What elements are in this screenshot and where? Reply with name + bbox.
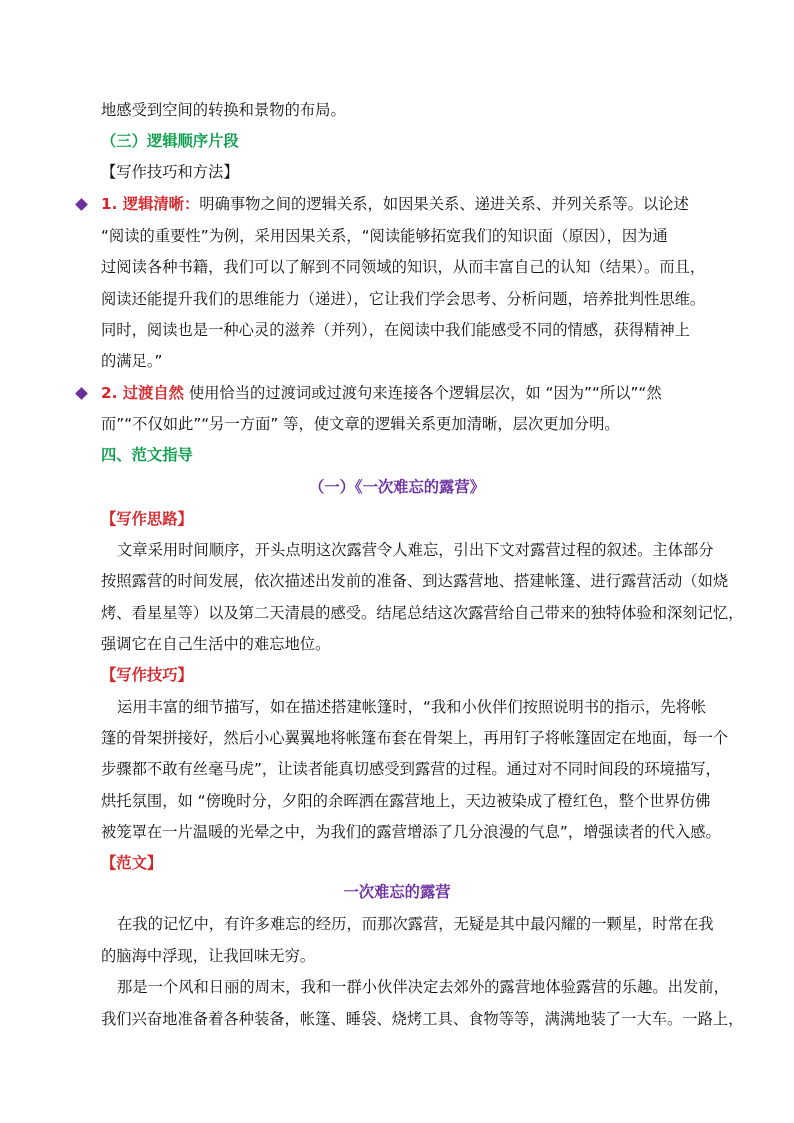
subheading: 【写作技巧】 [101, 666, 193, 684]
model-essay-title: 一次难忘的露营 [343, 883, 451, 901]
bullet-text: 使用恰当的过渡词或过渡句来连接各个逻辑层次，如 “因为”“所以”“然 [183, 384, 662, 402]
section-heading: （三）逻辑顺序片段 [101, 132, 239, 150]
text-line: 烤、看星星等）以及第二天清晨的感受。结尾总结这次露营给自己带来的独特体验和深刻记忆， [101, 604, 744, 622]
bullet-text: 明确事物之间的逻辑关系，如因果关系、递进关系、并列关系等。以论述 [199, 195, 689, 213]
bullet-label: 2. 过渡自然 [101, 384, 184, 402]
bullet-label: 1. 逻辑清晰： [101, 195, 200, 213]
text-line: 运用丰富的细节描写，如在描述搭建帐篷时，“我和小伙伴们按照说明书的指示，先将帐 [117, 698, 707, 716]
text-line: 强调它在自己生活中的难忘地位。 [101, 635, 331, 653]
text-line: 文章采用时间顺序，开头点明这次露营令人难忘，引出下文对露营过程的叙述。主体部分 [117, 541, 714, 559]
text-line: 篷的骨架拼接好，然后小心翼翼地将帐篷布套在骨架上，再用钉子将帐篷固定在地面，每一个 [101, 729, 729, 747]
text-line: 过阅读各种书籍，我们可以了解到不同领域的知识，从而丰富自己的认知（结果）。而且， [101, 258, 706, 276]
diamond-bullet-icon [75, 198, 88, 211]
text-line: 那是一个风和日丽的周末，我和一群小伙伴决定去郊外的露营地体验露营的乐趣。出发前， [117, 978, 729, 996]
text-line: 烘托氛围，如 “傍晚时分，夕阳的余晖洒在露营地上，天边被染成了橙红色，整个世界仿佛 [101, 792, 711, 810]
section-heading: 四、范文指导 [101, 446, 193, 464]
text-line: 我们兴奋地准备着各种装备，帐篷、睡袋、烧烤工具、食物等等，满满地装了一大车。一路上， [101, 1010, 744, 1028]
diamond-bullet-icon [75, 387, 88, 400]
text-line: 的脑海中浮现，让我回味无穷。 [101, 947, 316, 965]
text-line: 而”“不仅如此”“另一方面” 等，使文章的逻辑关系更加清晰，层次更加分明。 [101, 415, 620, 433]
text-line: 按照露营的时间发展，依次描述出发前的准备、到达露营地、搭建帐篷、进行露营活动（如烧 [101, 572, 729, 590]
subheading: 【范文】 [101, 854, 163, 872]
text-line: 在我的记忆中，有许多难忘的经历，而那次露营，无疑是其中最闪耀的一颗星，时常在我 [117, 915, 714, 933]
text-line: 地感受到空间的转换和景物的布局。 [101, 101, 346, 119]
subheading: 【写作思路】 [101, 510, 193, 528]
text-line: 步骤都不敢有丝毫马虎”，让读者能真切感受到露营的过程。通过对不同时间段的环境描写， [101, 760, 721, 778]
text-line: “阅读的重要性”为例，采用因果关系，“阅读能够拓宽我们的知识面（原因），因为通 [101, 227, 668, 245]
bullet-item [101, 194, 689, 214]
text-line: 阅读还能提升我们的思维能力（递进），它让我们学会思考、分析问题，培养批判性思维。 [101, 290, 706, 308]
article-title: （一）《一次难忘的露营》 [309, 478, 485, 496]
text-line: 被笼罩在一片温暖的光晕之中，为我们的露营增添了几分浪漫的气息”，增强读者的代入感。 [101, 823, 721, 841]
text-line: 同时，阅读也是一种心灵的滋养（并列），在阅读中我们能感受不同的情感，获得精神上 [101, 321, 690, 339]
text-line: 的满足。” [101, 352, 163, 370]
subheading: 【写作技巧和方法】 [101, 163, 239, 181]
bullet-item [101, 383, 662, 403]
